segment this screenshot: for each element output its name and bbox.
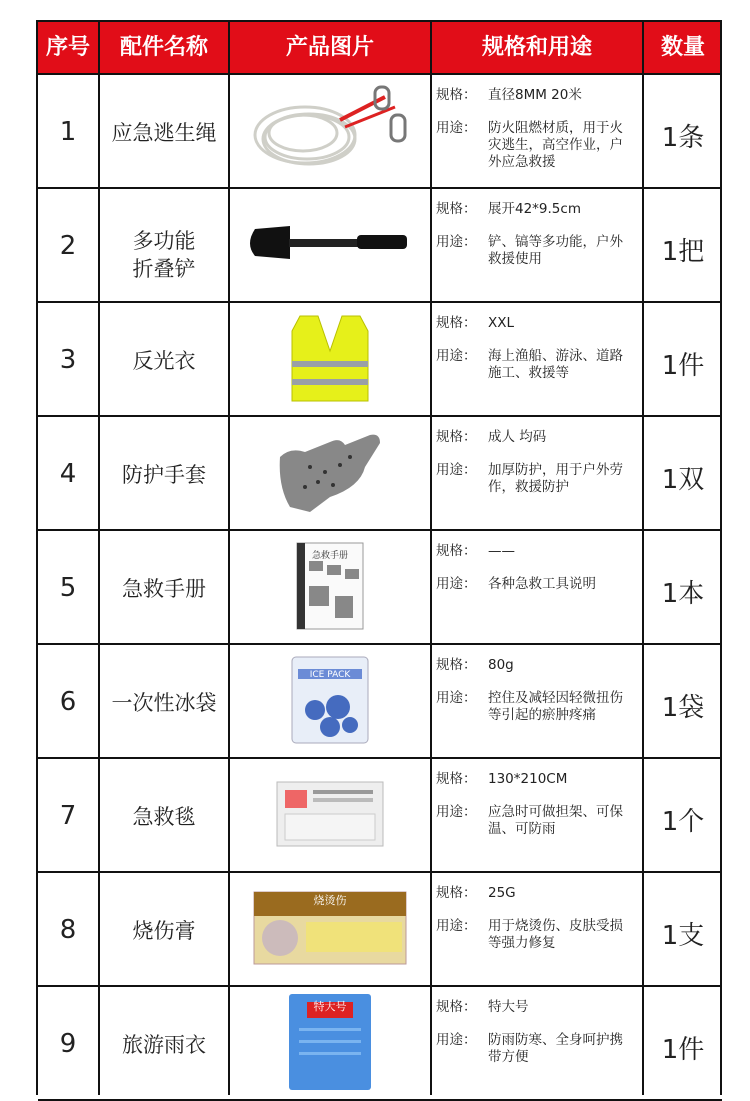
spec-value: —— [488,543,515,559]
item-name: 应急逃生绳 [111,121,217,145]
use-value: 防雨防寒、全身呵护携带方便 [488,1032,623,1065]
spec-value: 特大号 [488,999,529,1015]
image-caption: 急救手册 [311,551,348,561]
use-value: 各种急救工具说明 [488,576,596,592]
table-row [38,187,722,301]
item-name: 多功能折叠铲 [132,229,196,281]
item-name: 一次性冰袋 [111,691,217,715]
spec-label: 规格： [436,429,477,445]
row-index: 9 [59,1029,77,1059]
image-caption: ICE PACK [309,670,351,680]
table-row [38,871,722,985]
use-value: 控住及减轻因轻微扭伤等引起的瘀肿疼痛 [488,690,623,723]
row-index: 4 [59,459,77,489]
table-row [38,985,722,1099]
item-name: 急救毯 [132,805,196,829]
raincoat-image [230,986,430,1098]
item-name: 反光衣 [132,349,196,373]
item-quantity: 1袋 [661,693,705,723]
header-qty: 数量 [660,35,705,60]
use-label: 用途： [436,348,477,364]
use-label: 用途： [436,690,477,706]
use-label: 用途： [436,462,477,478]
use-value: 铲、镐等多功能，户外救援使用 [488,234,623,267]
blanket-image [230,758,430,870]
use-label: 用途： [436,576,477,592]
row-index: 1 [59,117,77,147]
image-caption: 特大号 [313,1000,347,1013]
table-row [38,643,722,757]
spec-label: 规格： [436,657,477,673]
spec-block [436,315,636,382]
item-quantity: 1把 [661,237,705,267]
use-value: 应急时可做担架、可保温、可防雨 [488,804,623,837]
accessory-table [36,20,722,1095]
glove-image [230,416,430,528]
item-quantity: 1件 [661,1035,705,1065]
item-quantity: 1件 [661,351,705,381]
spec-label: 规格： [436,315,477,331]
divider [98,22,100,1095]
item-quantity: 1个 [661,807,705,837]
use-value: 用于烧烫伤、皮肤受损等强力修复 [488,918,623,951]
use-value: 防火阻燃材质，用于火灾逃生，高空作业，户外应急救援 [488,120,623,170]
item-name: 急救手册 [122,577,206,601]
spec-block [436,657,636,724]
ice-pack-image [230,644,430,756]
spec-block [436,885,636,952]
divider [720,22,722,1095]
spec-block [436,999,636,1066]
spec-value: 成人 均码 [488,429,547,445]
spec-label: 规格： [436,999,477,1015]
spec-value: 80g [488,657,514,673]
divider [228,22,230,1095]
table-row [38,757,722,871]
item-name: 防护手套 [122,463,206,487]
manual-image [230,530,430,642]
use-label: 用途： [436,234,477,250]
use-label: 用途： [436,120,477,136]
use-value: 加厚防护，用于户外劳作，救援防护 [488,462,623,495]
use-label: 用途： [436,1032,477,1048]
header-spec: 规格和用途 [481,35,592,60]
table-row [38,529,722,643]
spec-label: 规格： [436,771,477,787]
use-label: 用途： [436,804,477,820]
table-header [38,22,722,73]
spec-value: 直径8MM 20米 [488,87,582,103]
table-row [38,301,722,415]
burn-ointment-image [230,872,430,984]
row-index: 2 [59,231,77,261]
use-value: 海上渔船、游泳、道路施工、救援等 [488,348,623,381]
divider [430,22,432,1095]
table-row [38,73,722,187]
spec-block [436,87,636,171]
spec-block [436,543,636,593]
spec-label: 规格： [436,885,477,901]
row-index: 5 [59,573,77,603]
shovel-image [230,188,430,300]
vest-image [230,302,430,414]
table-row [38,415,722,529]
spec-value: 130*210CM [488,771,568,787]
item-quantity: 1双 [661,465,705,495]
item-quantity: 1条 [661,123,705,153]
item-name: 烧伤膏 [132,919,196,943]
spec-value: XXL [488,315,515,331]
use-label: 用途： [436,918,477,934]
row-index: 3 [59,345,77,375]
row-index: 6 [59,687,77,717]
spec-block [436,771,636,838]
rope-image [230,74,430,186]
header-index: 序号 [45,35,90,60]
header-image: 产品图片 [285,35,374,60]
image-caption: 烧烫伤 [313,894,347,907]
spec-label: 规格： [436,87,477,103]
header-name: 配件名称 [119,35,208,60]
divider [642,22,644,1095]
spec-block [436,201,636,268]
row-index: 8 [59,915,77,945]
row-index: 7 [59,801,77,831]
spec-label: 规格： [436,543,477,559]
item-name: 旅游雨衣 [122,1033,206,1057]
spec-block [436,429,636,496]
item-quantity: 1本 [661,579,705,609]
spec-value: 25G [488,885,516,901]
item-quantity: 1支 [661,921,705,951]
spec-label: 规格： [436,201,477,217]
spec-value: 展开42*9.5cm [488,201,581,217]
